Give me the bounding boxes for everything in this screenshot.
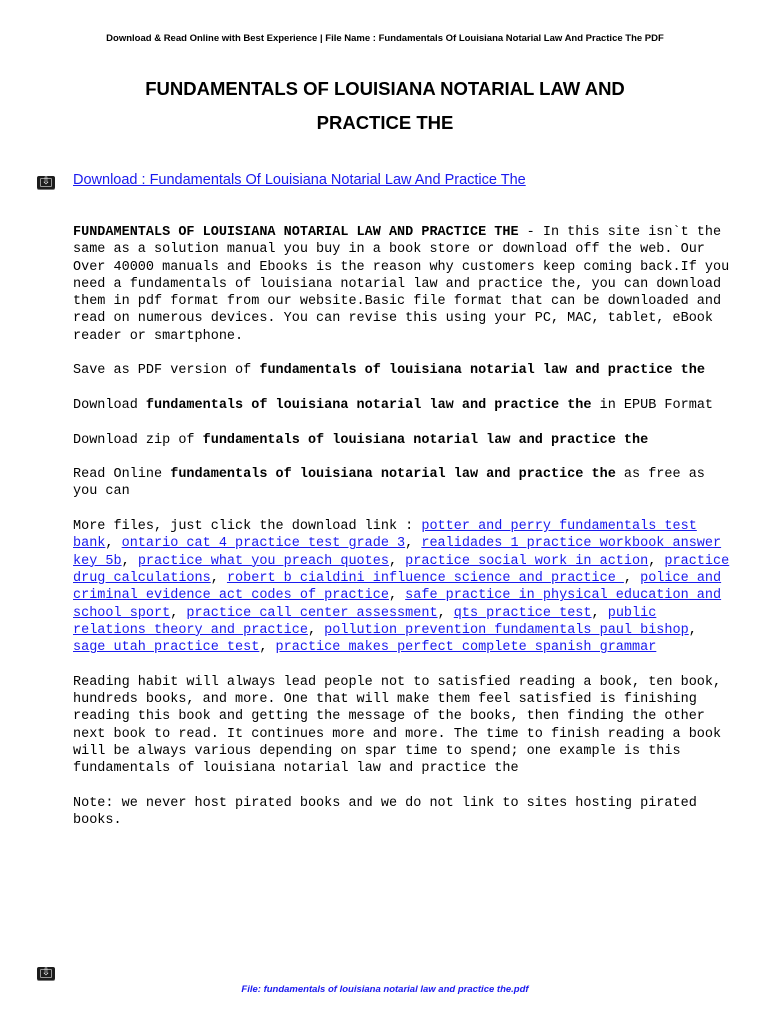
zip-bold: fundamentals of louisiana notarial law and practice the — [202, 432, 649, 448]
more-files-intro: More files, just click the download link : — [73, 519, 422, 535]
related-link[interactable]: safe practice in physical education and school sport — [73, 588, 722, 621]
intro-paragraph — [73, 224, 733, 345]
related-link[interactable]: potter and perry fundamentals test bank — [73, 519, 697, 552]
save-paragraph — [73, 362, 733, 379]
intro-text: - In this site isn`t the same as a solution manual you buy in a book store or download off the web. Our Over 40000 manuals and Ebooks is the reason why customers keep coming back.If you need a fundamentals of louisiana notarial law and practice the, you can download them in pdf format from our website.Basic file format that can be downloaded and read on numerous devices. You can revise this using your PC, MAC, tablet, eBook reader or smartphone. — [73, 225, 730, 344]
epub-paragraph — [73, 397, 733, 414]
related-link[interactable]: practice makes perfect complete spanish grammar — [275, 640, 657, 656]
related-link[interactable]: realidades 1 practice workbook answer key 5b — [73, 536, 722, 569]
download-arrow-icon[interactable]: ⇩ — [37, 176, 55, 189]
related-link[interactable]: practice what you preach quotes — [137, 553, 389, 569]
title-line-2: PRACTICE THE — [316, 112, 454, 133]
reading-habit-paragraph: Reading habit will always lead people not to satisfied reading a book, ten book, hundreds books, and more. One that will make them feel satisfied is finishing reading this book and getting the message of the books, then finding the other next book to read. It continues more and more. The time to finish reading a book will be always various depending on spar time to spend; one example is this fundamentals of louisiana notarial law and practice the — [73, 674, 722, 777]
online-post: as free as you can — [73, 467, 705, 500]
related-link[interactable]: robert b cialdini influence science and practice — [226, 570, 624, 586]
related-link[interactable]: sage utah practice test — [73, 640, 260, 656]
epub-post: in EPUB Format — [591, 397, 714, 413]
title-line-1: FUNDAMENTALS OF LOUISIANA NOTARIAL LAW AND — [145, 78, 625, 99]
document-body — [73, 224, 733, 847]
related-link[interactable]: practice call center assessment — [186, 605, 438, 621]
online-pre: Read Online — [73, 467, 171, 483]
page-header: Download & Read Online with Best Experience | File Name : Fundamentals Of Louisiana Notarial Law And Practice The PDF — [106, 33, 664, 44]
related-link[interactable]: qts practice test — [453, 605, 592, 621]
online-bold: fundamentals of louisiana notarial law and practice the — [170, 467, 616, 483]
more-files-paragraph: More files, just click the download link : potter and perry fundamentals test bank, ontario cat 4 practice test grade 3, realidades 1 practice workbook answer key 5b, practice what you preach quotes, practice social work in action, practice drug calculations, robert b cialdini influence science and practice , police and criminal evidence act codes of practice, safe practice in physical education and school sport, practice call center assessment, qts practice test, public relations theory and practice, pollution prevention fundamentals paul bishop, sage utah practice test, practice makes perfect complete spanish grammar — [73, 519, 730, 656]
epub-bold: fundamentals of louisiana notarial law and practice the — [145, 397, 592, 413]
save-pre: Save as PDF version of — [73, 363, 260, 379]
save-bold: fundamentals of louisiana notarial law and practice the — [259, 363, 705, 379]
related-link[interactable]: practice drug calculations — [73, 553, 730, 586]
epub-pre: Download — [73, 397, 146, 413]
intro-bold: FUNDAMENTALS OF LOUISIANA NOTARIAL LAW AND PRACTICE THE — [73, 225, 519, 240]
related-link[interactable]: ontario cat 4 practice test grade 3 — [121, 536, 406, 552]
related-link[interactable]: public relations theory and practice — [73, 605, 657, 638]
file-footer: File: fundamentals of louisiana notarial law and practice the.pdf — [241, 984, 529, 995]
related-link[interactable]: police and criminal evidence act codes of practice — [73, 570, 722, 604]
online-paragraph — [73, 466, 733, 501]
download-link[interactable]: Download : Fundamentals Of Louisiana Notarial Law And Practice The — [73, 172, 526, 188]
related-link[interactable]: practice social work in action — [405, 553, 649, 569]
zip-paragraph — [73, 432, 733, 449]
note-paragraph: Note: we never host pirated books and we do not link to sites hosting pirated books. — [73, 795, 697, 829]
zip-pre: Download zip of — [73, 432, 203, 448]
document-title — [60, 72, 710, 140]
related-link[interactable]: pollution prevention fundamentals paul bishop — [324, 622, 689, 638]
download-arrow-icon[interactable]: ⇩ — [37, 967, 55, 980]
